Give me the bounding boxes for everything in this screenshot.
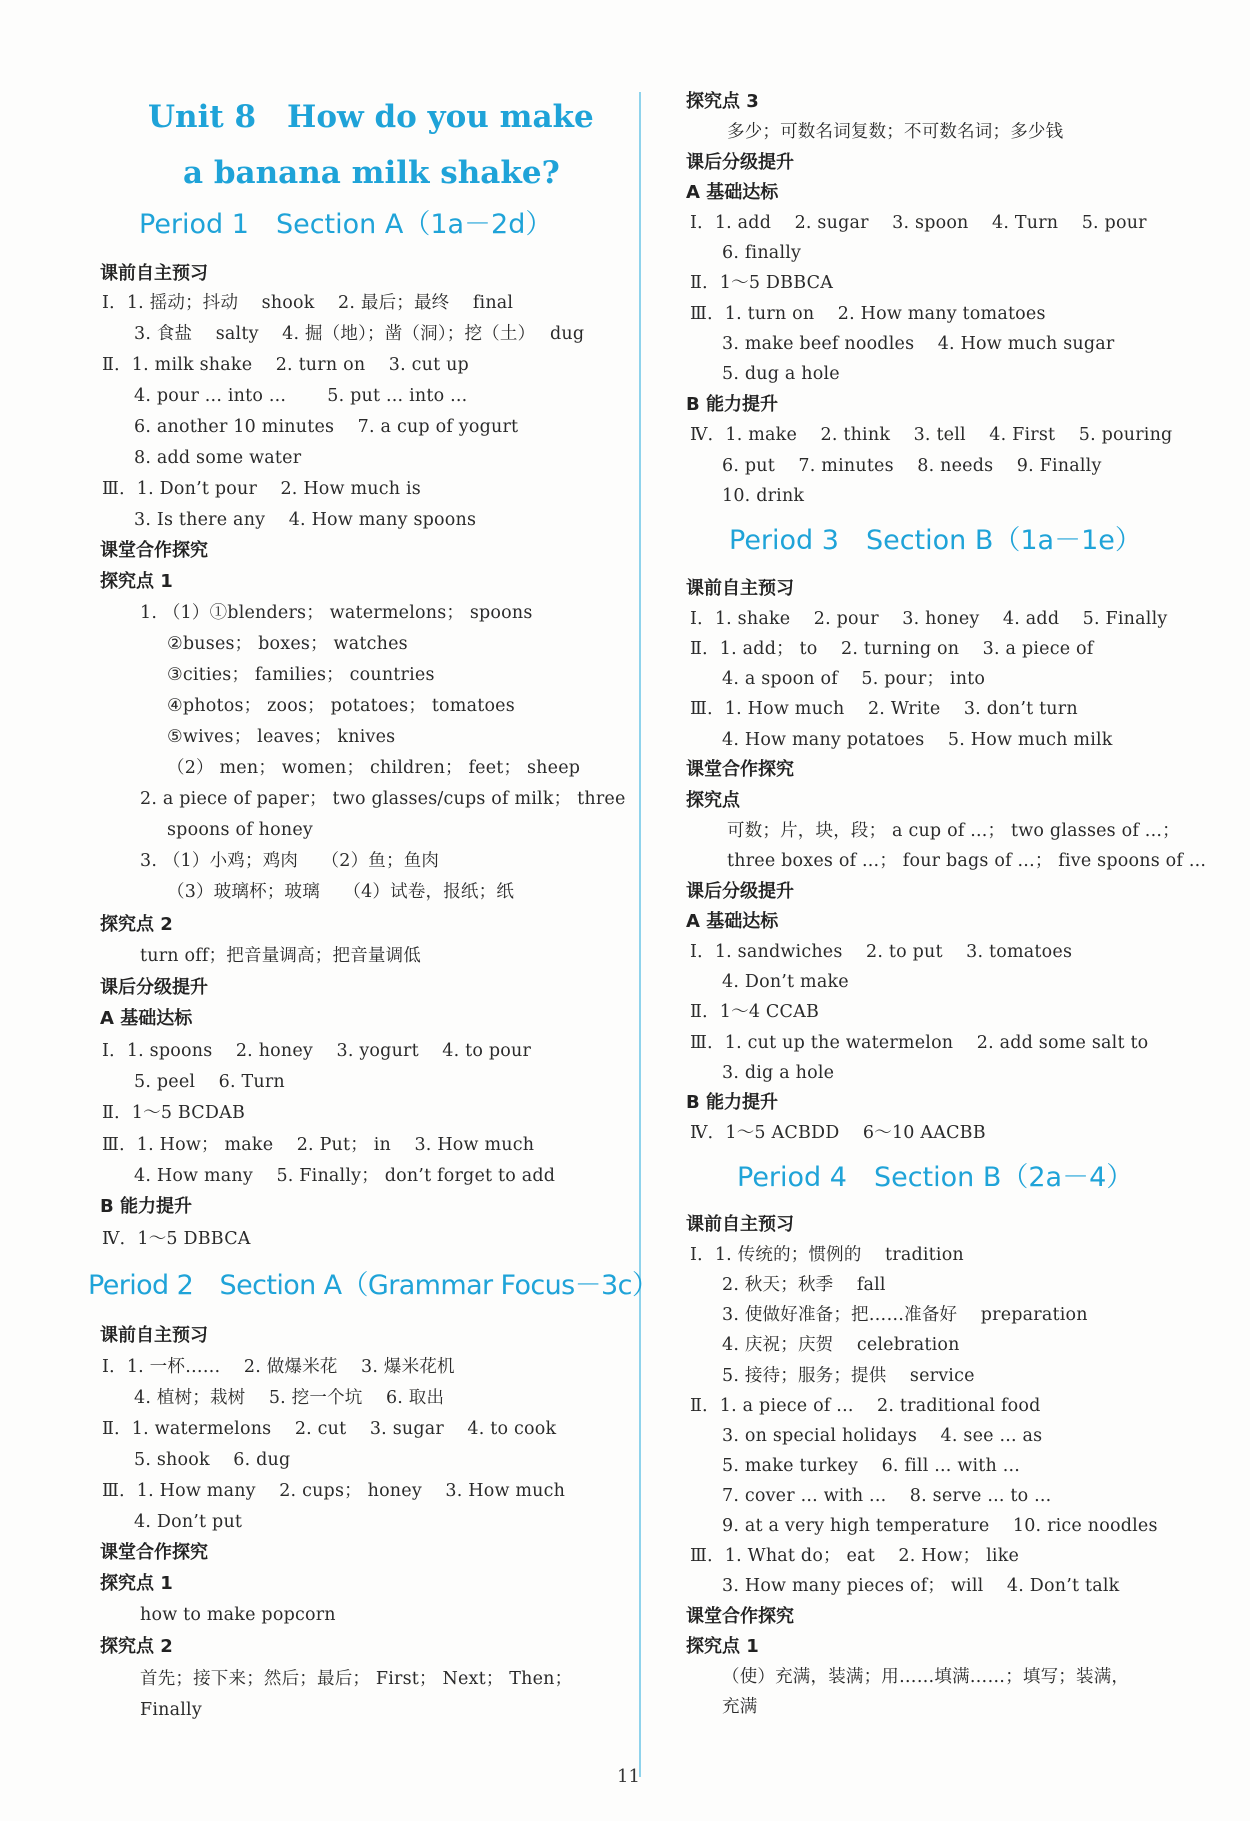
section-heading: B 能力提升	[686, 1092, 778, 1113]
section-heading: A 基础达标	[686, 182, 779, 203]
answer-line: 7. cover ... with ... 8. serve ... to ...	[722, 1486, 1052, 1506]
answer-line: Ⅲ．1. How much 2. Write 3. don’t turn	[690, 699, 1078, 719]
answer-line: ②buses； boxes； watches	[167, 634, 408, 654]
answer-line: 充满	[722, 1697, 758, 1717]
answer-line: Ⅱ．1～5 DBBCA	[690, 273, 834, 293]
section-heading: 探究点	[686, 790, 740, 811]
section-heading: 探究点 2	[100, 1636, 173, 1657]
section-heading: 课前自主预习	[686, 578, 794, 599]
answer-line: 4. 植树；栽树 5. 挖一个坑 6. 取出	[134, 1388, 445, 1408]
answer-line: 4. 庆祝；庆贺 celebration	[722, 1335, 960, 1355]
answer-line: 10. drink	[722, 486, 805, 506]
section-heading: 探究点 2	[100, 914, 173, 935]
answer-line: 5. 接待；服务；提供 service	[722, 1366, 975, 1386]
answer-line: 多少；可数名词复数；不可数名词；多少钱	[727, 122, 1064, 142]
answer-line: 首先；接下来；然后；最后； First； Next； Then；	[140, 1669, 573, 1689]
answer-line: 3. Is there any 4. How many spoons	[134, 510, 477, 530]
answer-line: 2. 秋天；秋季 fall	[722, 1275, 886, 1295]
answer-line: Ⅲ．1. What do； eat 2. How； like	[690, 1546, 1020, 1566]
answer-line: 4. How many potatoes 5. How much milk	[722, 730, 1113, 750]
answer-line: 可数；片，块，段； a cup of ...； two glasses of ...；	[727, 821, 1180, 841]
section-heading: 课后分级提升	[686, 152, 794, 173]
section-heading: B 能力提升	[100, 1196, 192, 1217]
answer-line: Ⅰ．1. 一杯…… 2. 做爆米花 3. 爆米花机	[102, 1357, 455, 1377]
answer-line: Ⅰ．1. shake 2. pour 3. honey 4. add 5. Finally	[690, 609, 1168, 629]
answer-line: Ⅳ．1～5 DBBCA	[102, 1229, 251, 1249]
answer-line: ③cities； families； countries	[167, 665, 435, 685]
answer-line: Ⅰ．1. add 2. sugar 3. spoon 4. Turn 5. pour	[690, 213, 1147, 233]
section-heading: 课后分级提升	[686, 881, 794, 902]
answer-line: Ⅳ．1. make 2. think 3. tell 4. First 5. pouring	[690, 425, 1173, 445]
answer-line: 4. a spoon of 5. pour； into	[722, 669, 986, 689]
answer-line: Ⅱ．1～5 BCDAB	[102, 1103, 246, 1123]
answer-line: 8. add some water	[134, 448, 302, 468]
answer-line: 5. make turkey 6. fill ... with ...	[722, 1456, 1021, 1476]
section-heading: 课后分级提升	[100, 977, 208, 998]
answer-line: 4. pour ... into ... 5. put ... into ...	[134, 386, 468, 406]
answer-line: Ⅳ．1～5 ACBDD 6～10 AACBB	[690, 1123, 986, 1143]
column-divider	[639, 92, 641, 1777]
answer-line: 3. on special holidays 4. see ... as	[722, 1426, 1043, 1446]
answer-line: Ⅱ．1. watermelons 2. cut 3. sugar 4. to cook	[102, 1419, 557, 1439]
answer-line: Ⅱ．1. a piece of ... 2. traditional food	[690, 1396, 1041, 1416]
section-heading: 课前自主预习	[686, 1214, 794, 1235]
answer-line: Finally	[140, 1700, 202, 1720]
answer-line: Ⅱ．1. milk shake 2. turn on 3. cut up	[102, 355, 469, 375]
answer-line: ⑤wives； leaves； knives	[167, 727, 396, 747]
answer-line: 3. How many pieces of； will 4. Don’t talk	[722, 1576, 1120, 1596]
answer-line: 1. （1）①blenders； watermelons； spoons	[140, 603, 533, 623]
section-heading: B 能力提升	[686, 394, 778, 415]
answer-line: three boxes of ...； four bags of ...； five spoons of ...	[727, 851, 1207, 871]
answer-line: 4. How many 5. Finally； don’t forget to add	[134, 1166, 556, 1186]
answer-line: 3. （1）小鸡；鸡肉 （2）鱼；鱼肉	[140, 851, 440, 871]
section-heading: 探究点 3	[686, 91, 759, 112]
section-heading: 课堂合作探究	[100, 1542, 208, 1563]
period2-title: Period 2 Section A（Grammar Focus－3c）	[88, 1270, 659, 1301]
section-heading: 课堂合作探究	[686, 759, 794, 780]
answer-line: 3. make beef noodles 4. How much sugar	[722, 334, 1115, 354]
answer-line: 6. put 7. minutes 8. needs 9. Finally	[722, 456, 1102, 476]
answer-line: 4. Don’t put	[134, 1512, 243, 1532]
answer-line: 6. another 10 minutes 7. a cup of yogurt	[134, 417, 519, 437]
answer-line: Ⅲ．1. turn on 2. How many tomatoes	[690, 304, 1046, 324]
section-heading: A 基础达标	[100, 1008, 193, 1029]
unit-title-line2: a banana milk shake?	[183, 155, 560, 191]
answer-line: （2） men； women； children； feet； sheep	[167, 758, 581, 778]
answer-line: Ⅲ．1. Don’t pour 2. How much is	[102, 479, 421, 499]
answer-line: Ⅱ．1～4 CCAB	[690, 1002, 820, 1022]
answer-line: 5. dug a hole	[722, 364, 840, 384]
answer-line: （使）充满，装满；用……填满……；填写；装满，	[722, 1667, 1130, 1687]
answer-line: how to make popcorn	[140, 1605, 336, 1625]
answer-line: Ⅰ．1. spoons 2. honey 3. yogurt 4. to pour	[102, 1041, 532, 1061]
answer-line: 9. at a very high temperature 10. rice noodles	[722, 1516, 1158, 1536]
section-heading: 探究点 1	[100, 1573, 173, 1594]
section-heading: A 基础达标	[686, 911, 779, 932]
answer-line: Ⅰ．1. 摇动；抖动 shook 2. 最后；最终 final	[102, 293, 514, 313]
answer-line: spoons of honey	[167, 820, 313, 840]
answer-line: 4. Don’t make	[722, 972, 849, 992]
answer-line: （3）玻璃杯；玻璃 （4）试卷，报纸；纸	[167, 882, 515, 902]
answer-line: 3. dig a hole	[722, 1063, 835, 1083]
period1-title: Period 1 Section A（1a－2d）	[139, 209, 553, 240]
answer-line: 2. a piece of paper； two glasses/cups of milk； three	[140, 789, 626, 809]
period4-title: Period 4 Section B（2a－4）	[737, 1162, 1134, 1193]
section-heading: 课前自主预习	[100, 263, 208, 284]
answer-line: ④photos； zoos； potatoes； tomatoes	[167, 696, 515, 716]
section-heading: 课堂合作探究	[686, 1606, 794, 1627]
answer-line: Ⅰ．1. 传统的；惯例的 tradition	[690, 1245, 964, 1265]
period3-title: Period 3 Section B（1a－1e）	[729, 525, 1142, 556]
section-heading: 课堂合作探究	[100, 540, 208, 561]
section-heading: 探究点 1	[686, 1636, 759, 1657]
answer-line: Ⅰ．1. sandwiches 2. to put 3. tomatoes	[690, 942, 1073, 962]
page-number: 11	[617, 1766, 640, 1787]
answer-line: 5. peel 6. Turn	[134, 1072, 285, 1092]
answer-line: Ⅲ．1. How many 2. cups； honey 3. How much	[102, 1481, 566, 1501]
answer-line: 6. finally	[722, 243, 802, 263]
answer-line: 3. 食盐 salty 4. 掘（地）；凿（洞）；挖（土） dug	[134, 324, 585, 344]
section-heading: 探究点 1	[100, 571, 173, 592]
answer-line: 3. 使做好准备；把……准备好 preparation	[722, 1305, 1088, 1325]
answer-line: Ⅲ．1. How； make 2. Put； in 3. How much	[102, 1135, 535, 1155]
answer-line: 5. shook 6. dug	[134, 1450, 291, 1470]
unit-title-line1: Unit 8 How do you make	[148, 99, 594, 135]
answer-line: Ⅱ．1. add； to 2. turning on 3. a piece of	[690, 639, 1094, 659]
answer-line: turn off；把音量调高；把音量调低	[140, 946, 421, 966]
answer-line: Ⅲ．1. cut up the watermelon 2. add some salt to	[690, 1033, 1149, 1053]
section-heading: 课前自主预习	[100, 1325, 208, 1346]
